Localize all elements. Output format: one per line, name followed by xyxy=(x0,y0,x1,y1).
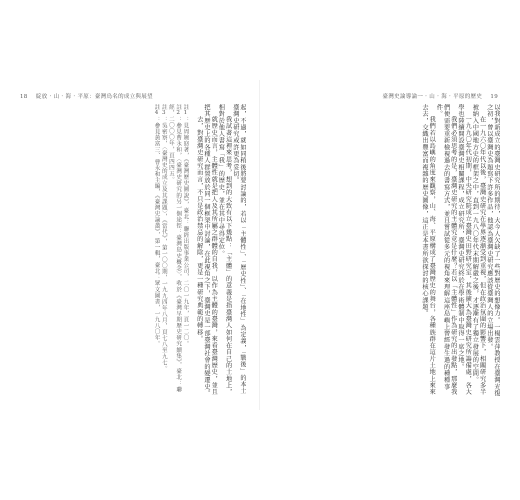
footnote: 註4：參見黃富三、曹永和主編，《臺灣史論叢》，第一輯，臺北：眾文圖書，一九八〇年。 xyxy=(153,104,160,347)
left-page-text xyxy=(18,104,246,398)
footnote: 註2：參見曹永和，〈臺灣史研究的另一個途徑：臺灣島史概念〉，收於《臺灣早期歷史研究續集》，臺北：聯經，二〇〇〇年，頁四四五。 xyxy=(167,104,182,393)
left-running-title: 綻放 · 山 · 海 · 平原：臺灣鳥名的成立與展望 xyxy=(35,94,153,100)
body-paragraph: 一九九〇年代初期，中央研究院成立臺灣史田野研究室，其後擴大為臺灣史研究所籌備處，各大學也陸續開設臺灣史相關課程，成立研究所，臺灣史研究終於在學術體制中取得一席之地。 xyxy=(456,104,472,396)
body-paragraph: 我們必須思考的是，臺灣史研究的主體究竟是什麼？若以「主體性」作為研究的出發點，那麼我們便需要重新檢視過去的書寫方式，並且嘗試從多元的視角來理解這座島嶼上曾經發生過的種種事件。 xyxy=(435,104,457,396)
body-paragraph: 我試著這裡來思考，想到的大致有以下幾點：「主體」的意義是指臺灣人如何在自己的土地上，相對於他人書寫「我」的歷史，並在其中尋得定位。 xyxy=(217,104,232,396)
left-running-head xyxy=(20,92,153,100)
body-paragraph: 起，不過，就如同稍後將要討論的，若以「主體性」、「歷史性」、「在地性」為定義，「戰後」的本土臺灣史研究或許更為妥切。 xyxy=(231,104,246,395)
right-page-text xyxy=(272,104,500,398)
footnote: 註1：見周婉窈著，《臺灣歷史圖說》，臺北：聯經出版事業公司，二〇一九年，頁一二〇。 xyxy=(182,104,189,347)
body-paragraph: 就歷史而言，主體性就是把人及其所屬之群體的自我，以作為主體的臺灣，來看臺灣歷史，並且把其歷史上的各種人群置放於同一個框架中討論，在此視角之下，臺灣史是一部臺灣社會的變遷史。 xyxy=(202,104,218,397)
note-separator xyxy=(188,104,195,398)
right-page-number: 19 xyxy=(490,94,498,100)
left-page-number: 18 xyxy=(20,94,28,100)
footnote: 註3：吳密察，〈臺灣史的成立及其課題〉，《當代》，第一〇〇期，一九九四年八月，頁七八至九七。 xyxy=(160,104,167,372)
body-paragraph: 去，對臺灣史研究而言，不只是政治禁忌的解除，更是一種研究典範的轉移。 xyxy=(195,116,203,343)
page-gutter xyxy=(259,80,260,410)
right-running-head xyxy=(383,92,498,100)
right-running-title: 臺灣史論導論一 · 山 · 海 · 平原的歷史 xyxy=(382,94,483,100)
body-paragraph: 我們若以島嶼的角度來觀察，山、海、平原構成了臺灣歷史的舞台，各種族群在這片土地上來來去去，交織出豐富而複雜的歷史圖像，這正是本書所欲探討的核心課題。 xyxy=(420,104,436,396)
body-paragraph: 在一九六〇年代以後，臺灣史研究在學界逐漸受到重視，但在政治氛圍的影響下，相關研究多半被納入中國地方史的框架之中，直到一九八〇年代末期解嚴之後，才逐漸有了獨立發展的空間。 xyxy=(471,104,486,396)
body-paragraph: 以我對新成立的臺灣史研究所的期待，大今人欠缺了一些對歷史的想像力。一楊雲萍教授在臺灣光復之初，曾以臺灣史為題寫下許多作品，他認為臺灣史研究應該從臺灣人的立場出發。 xyxy=(485,104,500,397)
